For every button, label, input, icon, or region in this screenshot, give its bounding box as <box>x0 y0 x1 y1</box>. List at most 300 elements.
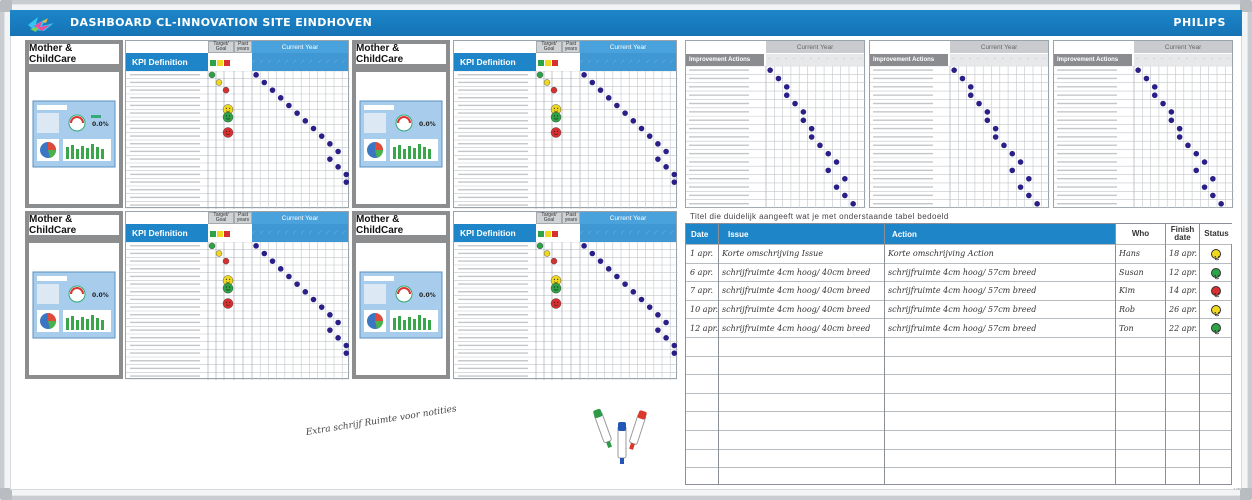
month-label: ·· <box>1026 56 1030 61</box>
month-label: ·· <box>817 56 821 61</box>
action-cell[interactable]: schrijfruimte 4cm hoog/ 57cm breed <box>888 323 1037 333</box>
kpi-panel-2 <box>352 40 450 208</box>
smiley-icon <box>209 243 215 249</box>
month-label: ··· <box>323 58 331 65</box>
progress-dot <box>311 126 317 132</box>
smiley-icon <box>551 87 557 93</box>
progress-dot <box>344 179 350 185</box>
progress-dot <box>1144 76 1150 82</box>
who-cell[interactable]: Rob <box>1119 304 1135 314</box>
progress-dot <box>270 87 276 93</box>
month-label: ··· <box>651 229 659 236</box>
target-color-swatch <box>217 60 223 66</box>
month-label: ·· <box>1136 56 1139 61</box>
month-label: ·· <box>1210 56 1214 61</box>
progress-dot <box>319 133 325 139</box>
month-label: ·· <box>768 56 771 61</box>
month-label: ··· <box>323 229 331 236</box>
progress-dot <box>327 156 333 162</box>
month-label: ··· <box>602 229 609 236</box>
progress-dot <box>960 76 966 82</box>
past-years-header: Past years <box>234 41 252 53</box>
svg-text:0.0%: 0.0% <box>92 292 109 299</box>
progress-dot <box>1018 159 1024 165</box>
progress-dot <box>968 84 974 90</box>
table-row <box>686 300 1231 318</box>
smiley-icon <box>551 128 561 138</box>
progress-dot <box>834 184 840 190</box>
action-cell[interactable]: schrijfruimte 4cm hoog/ 57cm breed <box>888 286 1037 296</box>
progress-dot <box>303 289 309 295</box>
month-label: ··· <box>577 58 585 65</box>
month-label: ·· <box>1219 56 1222 61</box>
panel-label: Mother & ChildCare <box>29 215 119 235</box>
progress-dot <box>1185 143 1191 149</box>
current-year-header: Current Year <box>950 41 1048 53</box>
dashboard-thumbnail <box>29 243 119 375</box>
who-cell[interactable]: Ton <box>1119 323 1134 333</box>
kpi-definition-header: KPI Definition <box>454 224 536 242</box>
target-goal-header: Target/ Goal <box>536 212 562 224</box>
target-goal-header: Target/ Goal <box>536 41 562 53</box>
kpi-table-1 <box>125 40 349 208</box>
progress-dot <box>270 258 276 264</box>
progress-dot <box>294 281 300 287</box>
month-label: ··· <box>586 229 593 236</box>
improvement-actions-2 <box>869 40 1049 208</box>
progress-dot <box>590 251 596 257</box>
table-row <box>686 393 1231 411</box>
progress-dot <box>581 243 587 249</box>
month-label: ··· <box>340 58 347 65</box>
progress-dot <box>286 274 292 280</box>
progress-dot <box>1169 117 1175 123</box>
month-label: ·· <box>792 56 796 61</box>
table-row <box>686 281 1231 299</box>
month-label: ··· <box>249 58 257 65</box>
target-color-swatch <box>552 231 558 237</box>
progress-dot <box>590 80 596 86</box>
improvement-grid <box>870 66 1050 208</box>
progress-dot <box>993 134 999 140</box>
month-label: ··· <box>307 58 314 65</box>
smiley-icon <box>544 251 550 257</box>
issue-cell[interactable]: schrijfruimte 4cm hoog/ 40cm breed <box>722 304 871 314</box>
progress-dot <box>1202 159 1208 165</box>
improvement-actions-header: Improvement Actions <box>686 54 764 66</box>
month-label: ··· <box>668 229 675 236</box>
action-cell[interactable]: Korte omschrijving Action <box>888 249 994 259</box>
progress-dot <box>825 151 831 157</box>
target-color-swatch <box>224 231 230 237</box>
progress-dot <box>993 126 999 132</box>
month-label: ··· <box>266 229 273 236</box>
current-year-header: Current Year <box>252 212 348 224</box>
current-year-header: Current Year <box>580 212 676 224</box>
progress-dot <box>319 304 325 310</box>
progress-dot <box>303 118 309 124</box>
table-row <box>686 411 1231 429</box>
finish-cell[interactable]: 18 apr. <box>1169 249 1198 259</box>
date-header: Date <box>686 224 718 244</box>
month-label: ·· <box>784 56 788 61</box>
progress-dot <box>663 320 669 326</box>
status-smiley-icon <box>1211 323 1221 333</box>
svg-text:0.0%: 0.0% <box>92 121 109 128</box>
finish-cell[interactable]: 26 apr. <box>1169 304 1198 314</box>
smiley-icon <box>551 283 561 293</box>
month-header-row <box>577 53 676 71</box>
brand-logo: PHILIPS <box>1173 16 1226 29</box>
table-row <box>686 244 1231 262</box>
progress-dot <box>335 320 341 326</box>
who-cell[interactable]: Kim <box>1119 286 1136 296</box>
action-table-caption: Titel die duidelijk aangeeft wat je met onderstaande tabel bedoeld <box>690 212 949 221</box>
month-label: ·· <box>809 56 813 61</box>
month-label: ·· <box>993 56 997 61</box>
progress-dot <box>672 350 678 356</box>
month-label: ·· <box>1202 56 1206 61</box>
month-label: ··· <box>258 229 265 236</box>
who-cell[interactable]: Hans <box>1119 249 1141 259</box>
past-years-header: Past years <box>562 41 580 53</box>
progress-dot <box>801 109 807 115</box>
month-label: ·· <box>1018 56 1022 61</box>
kpi-definition-header: KPI Definition <box>126 53 208 71</box>
smiley-icon <box>223 299 233 309</box>
progress-dot <box>1160 101 1166 107</box>
action-cell[interactable]: schrijfruimte 4cm hoog/ 57cm breed <box>888 267 1037 277</box>
smiley-icon <box>537 243 543 249</box>
month-label: ··· <box>282 229 290 236</box>
smiley-icon <box>216 251 222 257</box>
progress-dot <box>335 335 341 341</box>
month-label: ··· <box>331 229 339 236</box>
progress-dot <box>817 143 823 149</box>
progress-dot <box>278 266 284 272</box>
target-goal-header: Target/ Goal <box>208 212 234 224</box>
progress-dot <box>606 95 612 101</box>
progress-dot <box>327 327 333 333</box>
column-divider <box>1165 224 1166 484</box>
progress-dot <box>784 92 790 98</box>
progress-dot <box>327 141 333 147</box>
kpi-panel-3 <box>25 211 123 379</box>
month-label: ·· <box>1160 56 1164 61</box>
progress-dot <box>344 343 350 349</box>
kpi-panel-1 <box>25 40 123 208</box>
kpi-definition-header: KPI Definition <box>454 53 536 71</box>
month-header-row <box>249 224 348 242</box>
month-label: ·· <box>776 56 779 61</box>
table-row <box>686 374 1231 392</box>
month-label: ··· <box>627 58 634 65</box>
status-smiley-icon <box>1211 305 1221 315</box>
progress-dot <box>1177 126 1183 132</box>
smiley-icon <box>209 72 215 78</box>
progress-dot <box>842 176 848 182</box>
dashboard-title: DASHBOARD CL-INNOVATION SITE EINDHOVEN <box>70 16 373 29</box>
month-label: ·· <box>1185 56 1189 61</box>
month-label: ·· <box>985 56 988 61</box>
improvement-actions-header: Improvement Actions <box>870 54 948 66</box>
progress-dot <box>286 103 292 109</box>
month-label: ··· <box>602 58 609 65</box>
month-label: ·· <box>1035 56 1038 61</box>
table-row <box>686 430 1231 448</box>
progress-dot <box>655 327 661 333</box>
month-label: ·· <box>851 56 854 61</box>
finish-cell[interactable]: 22 apr. <box>1169 323 1198 333</box>
month-label: ·· <box>1144 56 1147 61</box>
status-smiley-icon <box>1211 249 1221 259</box>
progress-dot <box>767 67 773 73</box>
past-years-header: Past years <box>562 212 580 224</box>
month-label: ··· <box>307 229 314 236</box>
progress-dot <box>801 117 807 123</box>
kpi-panel-4 <box>352 211 450 379</box>
target-color-swatch <box>552 60 558 66</box>
progress-dot <box>776 76 782 82</box>
date-cell[interactable]: 7 apr. <box>690 286 714 296</box>
table-row <box>686 467 1231 485</box>
month-header-row <box>249 53 348 71</box>
improvement-actions-1 <box>685 40 865 208</box>
month-label: ··· <box>635 229 642 236</box>
kpi-grid <box>126 242 350 380</box>
who-cell[interactable]: Susan <box>1119 267 1144 277</box>
month-label: ··· <box>618 229 626 236</box>
month-label: ··· <box>299 58 306 65</box>
kpi-grid <box>454 71 678 209</box>
date-cell[interactable]: 10 apr. <box>690 304 718 314</box>
svg-text:0.0%: 0.0% <box>419 121 436 128</box>
kpi-table-2 <box>453 40 677 208</box>
smiley-icon <box>551 258 557 264</box>
month-label: ··· <box>643 229 650 236</box>
progress-dot <box>1026 193 1032 199</box>
progress-dot <box>335 149 341 155</box>
progress-dot <box>1009 168 1015 174</box>
column-divider <box>1115 224 1116 484</box>
progress-dot <box>672 179 678 185</box>
progress-dot <box>1152 84 1158 90</box>
progress-dot <box>344 172 350 178</box>
progress-dot <box>976 101 982 107</box>
progress-dot <box>842 193 848 199</box>
month-label: ·· <box>1177 56 1181 61</box>
progress-dot <box>1026 176 1032 182</box>
progress-dot <box>834 159 840 165</box>
issue-cell[interactable]: schrijfruimte 4cm hoog/ 40cm breed <box>722 267 871 277</box>
smiley-icon <box>223 112 233 122</box>
progress-dot <box>1218 201 1224 207</box>
progress-dot <box>311 297 317 303</box>
progress-dot <box>655 312 661 318</box>
smiley-icon <box>216 80 222 86</box>
status-smiley-icon <box>1211 268 1221 278</box>
progress-dot <box>663 335 669 341</box>
progress-dot <box>614 274 620 280</box>
issue-cell[interactable]: Korte omschrijving Issue <box>722 249 824 259</box>
month-label: ··· <box>274 229 281 236</box>
bird-logo-icon <box>24 13 60 35</box>
column-divider <box>884 224 885 484</box>
who-header: Who <box>1115 224 1165 244</box>
month-label: ·· <box>960 56 963 61</box>
table-row <box>686 356 1231 374</box>
month-label: ··· <box>290 229 298 236</box>
progress-dot <box>253 243 259 249</box>
progress-dot <box>655 156 661 162</box>
table-row <box>686 263 1231 281</box>
progress-dot <box>968 92 974 98</box>
progress-dot <box>1034 201 1040 207</box>
smiley-icon <box>223 87 229 93</box>
month-label: ·· <box>1227 56 1230 61</box>
progress-dot <box>1193 168 1199 174</box>
dashboard-thumbnail <box>356 243 446 375</box>
progress-dot <box>631 289 637 295</box>
finish-date-header: Finish date <box>1165 224 1199 244</box>
month-label: ·· <box>842 56 846 61</box>
month-label: ··· <box>594 58 601 65</box>
target-color-swatch <box>545 231 551 237</box>
month-label: ··· <box>659 58 667 65</box>
action-cell[interactable]: schrijfruimte 4cm hoog/ 57cm breed <box>888 304 1037 314</box>
current-year-header: Current Year <box>1134 41 1232 53</box>
progress-dot <box>825 168 831 174</box>
progress-dot <box>622 110 628 116</box>
smiley-icon <box>223 258 229 264</box>
progress-dot <box>639 126 645 132</box>
progress-dot <box>1210 176 1216 182</box>
month-label: ·· <box>1152 56 1156 61</box>
table-row <box>686 318 1231 336</box>
target-color-swatch <box>545 60 551 66</box>
whiteboard-markers-icon <box>592 406 650 468</box>
target-color-swatch <box>538 231 544 237</box>
month-label: ··· <box>577 229 585 236</box>
progress-dot <box>622 281 628 287</box>
progress-dot <box>1018 184 1024 190</box>
progress-dot <box>655 141 661 147</box>
progress-dot <box>598 258 604 264</box>
month-label: ·· <box>1169 56 1172 61</box>
progress-dot <box>672 172 678 178</box>
month-label: ·· <box>1010 56 1013 61</box>
month-label: ·· <box>1043 56 1046 61</box>
target-color-swatch <box>210 231 216 237</box>
table-row <box>686 337 1231 355</box>
issue-cell[interactable]: schrijfruimte 4cm hoog/ 40cm breed <box>722 323 871 333</box>
panel-label: Mother & ChildCare <box>356 44 446 64</box>
month-header-row <box>766 54 864 66</box>
progress-dot <box>606 266 612 272</box>
month-label: ··· <box>594 229 601 236</box>
month-label: ··· <box>643 58 650 65</box>
month-label: ··· <box>586 58 593 65</box>
status-smiley-icon <box>1211 286 1221 296</box>
target-color-swatch <box>210 60 216 66</box>
progress-dot <box>262 80 268 86</box>
kpi-table-3 <box>125 211 349 379</box>
progress-dot <box>1193 151 1199 157</box>
progress-dot <box>647 304 653 310</box>
finish-cell[interactable]: 12 apr. <box>1169 267 1198 277</box>
progress-dot <box>663 164 669 170</box>
month-label: ··· <box>331 58 339 65</box>
improvement-grid <box>686 66 866 208</box>
month-header-row <box>1134 54 1232 66</box>
kpi-definition-header: KPI Definition <box>126 224 208 242</box>
column-divider <box>1199 224 1200 484</box>
progress-dot <box>1177 134 1183 140</box>
month-label: ··· <box>258 58 265 65</box>
progress-dot <box>581 72 587 78</box>
month-label: ··· <box>315 229 322 236</box>
kpi-grid <box>126 71 350 209</box>
month-label: ·· <box>976 56 980 61</box>
month-label: ··· <box>290 58 298 65</box>
panel-label: Mother & ChildCare <box>356 215 446 235</box>
progress-dot <box>1210 193 1216 199</box>
month-label: ··· <box>610 229 618 236</box>
month-label: ··· <box>299 229 306 236</box>
progress-dot <box>614 103 620 109</box>
progress-dot <box>294 110 300 116</box>
issue-header: Issue <box>718 224 884 244</box>
progress-dot <box>809 134 815 140</box>
finish-cell[interactable]: 14 apr. <box>1169 286 1198 296</box>
progress-dot <box>951 67 957 73</box>
column-divider <box>718 224 719 484</box>
target-color-swatch <box>538 60 544 66</box>
target-goal-header: Target/ Goal <box>208 41 234 53</box>
progress-dot <box>335 164 341 170</box>
progress-dot <box>1202 184 1208 190</box>
month-header-row <box>577 224 676 242</box>
progress-dot <box>1001 143 1007 149</box>
smiley-icon <box>537 72 543 78</box>
progress-dot <box>344 350 350 356</box>
kpi-table-4 <box>453 211 677 379</box>
month-label: ··· <box>651 58 659 65</box>
month-label: ·· <box>1194 56 1197 61</box>
footer-logo: ▪ ▪▪▪▪ <box>1233 486 1242 491</box>
progress-dot <box>1169 109 1175 115</box>
issue-cell[interactable]: schrijfruimte 4cm hoog/ 40cm breed <box>722 286 871 296</box>
month-header-row <box>950 54 1048 66</box>
svg-text:0.0%: 0.0% <box>419 292 436 299</box>
progress-dot <box>784 84 790 90</box>
date-cell[interactable]: 6 apr. <box>690 267 714 277</box>
smiley-icon <box>223 283 233 293</box>
progress-dot <box>985 109 991 115</box>
smiley-icon <box>544 80 550 86</box>
month-label: ··· <box>340 229 347 236</box>
progress-dot <box>647 133 653 139</box>
improvement-actions-3 <box>1053 40 1233 208</box>
notes-hint: Extra schrijf Ruimte voor notities <box>305 404 458 438</box>
date-cell[interactable]: 12 apr. <box>690 323 718 333</box>
month-label: ··· <box>315 58 322 65</box>
month-label: ·· <box>826 56 829 61</box>
month-label: ·· <box>952 56 955 61</box>
month-label: ··· <box>274 58 281 65</box>
month-label: ··· <box>610 58 618 65</box>
date-cell[interactable]: 1 apr. <box>690 249 714 259</box>
